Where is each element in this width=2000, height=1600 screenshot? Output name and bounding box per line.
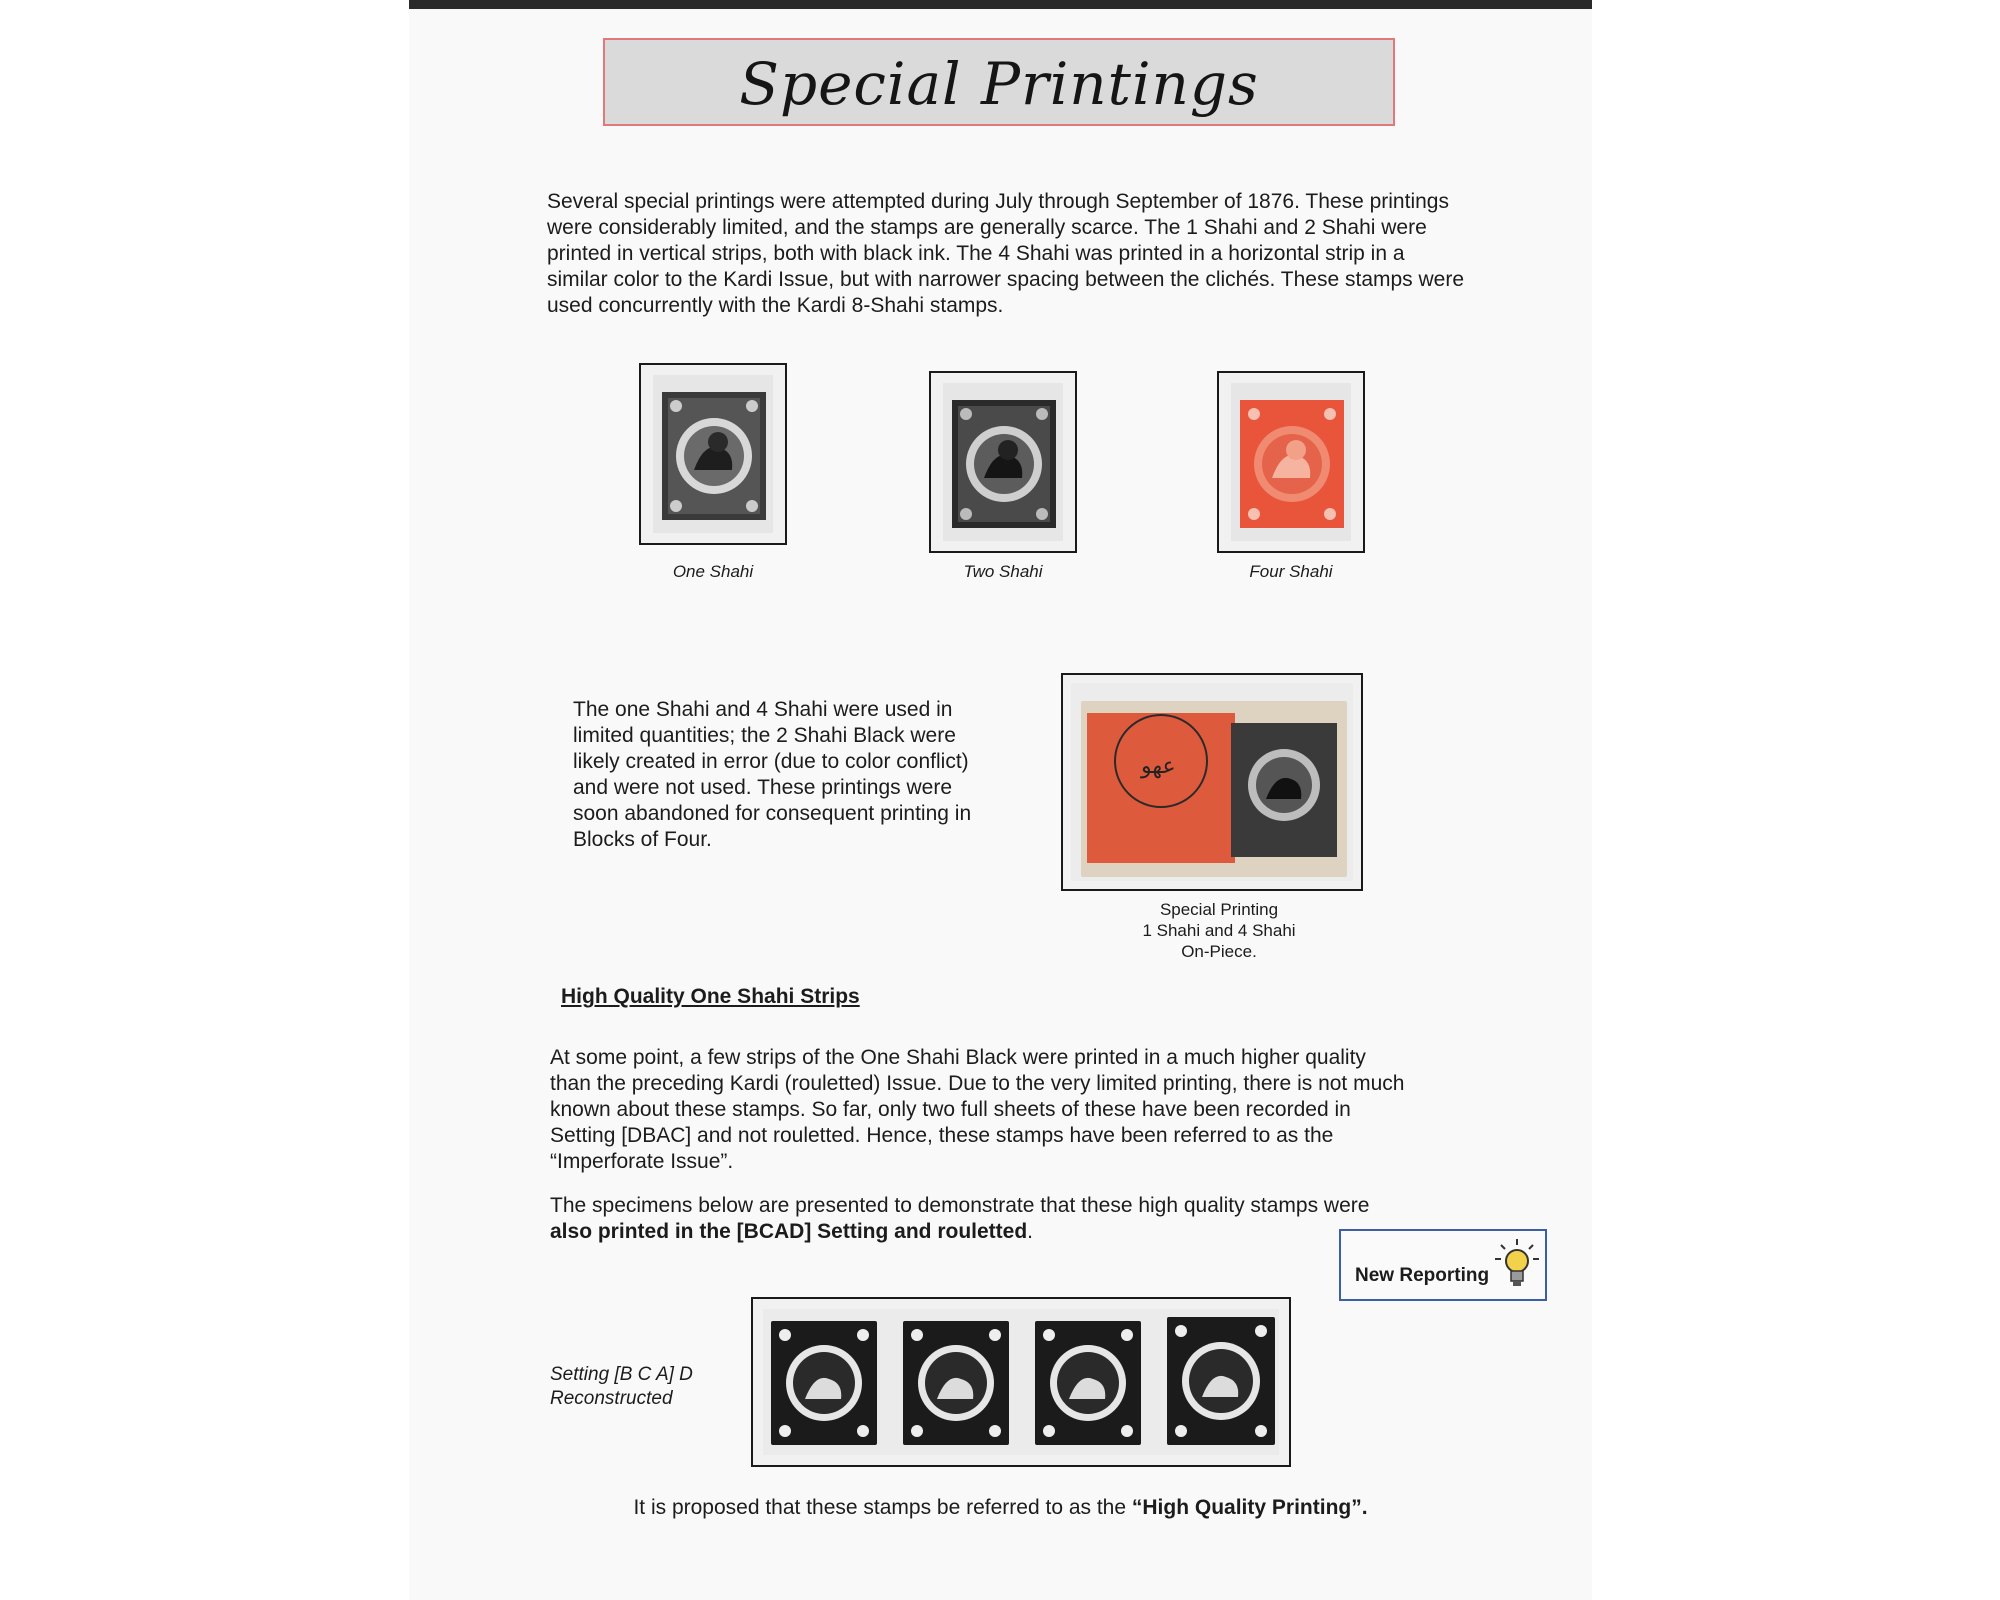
stamp-image-four-shahi [1238, 398, 1346, 530]
closing-text: It is proposed that these stamps be referred to as the [633, 1496, 1132, 1519]
on-piece-cover-image [1081, 701, 1347, 877]
title-banner [603, 38, 1395, 126]
stamp-frame-four-shahi [1217, 371, 1365, 553]
stamp-frame-one-shahi [639, 363, 787, 545]
strip-caption-line1: Setting [B C A] D [550, 1364, 693, 1385]
specimens-text-after: . [1027, 1220, 1034, 1243]
on-piece-caption-line2: 1 Shahi and 4 Shahi [1142, 921, 1296, 940]
strip-stamp-2 [903, 1321, 1009, 1445]
album-page [409, 0, 1592, 1600]
strip-stamp-4 [1167, 1317, 1275, 1445]
svg-text:عهو: عهو [1141, 754, 1176, 779]
on-piece-caption-line1: Special Printing [1159, 900, 1279, 919]
strip-stamp-1 [771, 1321, 877, 1445]
closing-bold: “High Quality Printing”. [1131, 1496, 1368, 1519]
closing-line [409, 1496, 1592, 1520]
hq-paragraph: At some point, a few strips of the One Shahi Black were printed in a much higher quality than the preceding Kardi (rouletted) Issue. Due to the very limited printing, there is not much known about these stamps. So far, only two full sheets of these have been recorded in Setting [DBAC] and not rouletted. Hence, these stamps have been referred to as the “Imperforate Issue”. [550, 1046, 1405, 1173]
specimens-text-before: The specimens below are presented to demonstrate that these high quality stamps were [550, 1194, 1370, 1217]
on-piece-caption [1109, 899, 1329, 962]
strip-stamp-3 [1035, 1321, 1141, 1445]
on-piece-caption-line3: On-Piece. [1181, 942, 1257, 961]
caption-two-shahi: Two Shahi [963, 562, 1043, 581]
used-paragraph: The one Shahi and 4 Shahi were used in limited quantities; the 2 Shahi Black were likely created in error (due to color conflict) and were not used. These printings were soon abandoned for consequent printing in Blocks of Four. [573, 698, 972, 851]
caption-four-shahi: Four Shahi [1249, 562, 1333, 581]
strip-caption [550, 1363, 693, 1411]
new-reporting-badge [1339, 1229, 1547, 1301]
specimens-paragraph [550, 1193, 1370, 1245]
stamp-image-two-shahi [950, 398, 1058, 530]
specimens-text-bold: also printed in the [BCAD] Setting and rouletted [550, 1220, 1028, 1243]
strip-caption-line2: Reconstructed [550, 1388, 673, 1409]
on-piece-frame [1061, 673, 1363, 891]
strip-frame [751, 1297, 1291, 1467]
stamp-frame-two-shahi [929, 371, 1077, 553]
caption-one-shahi: One Shahi [672, 562, 754, 581]
stamp-image-one-shahi [660, 390, 768, 522]
new-reporting-label: New Reporting [1355, 1265, 1490, 1286]
section-heading: High Quality One Shahi Strips [561, 985, 860, 1008]
intro-paragraph: Several special printings were attempted during July through September of 1876. These printings were considerably limited, and the stamps are generally scarce. The 1 Shahi and 2 Shahi were printed in vertical strips, both with black ink. The 4 Shahi was printed in a horizontal strip in a similar color to the Kardi Issue, but with narrower spacing between the clichés. These stamps were used concurrently with the Kardi 8-Shahi stamps. [547, 190, 1465, 317]
page-title: Special Printings [739, 50, 1259, 118]
lightbulb-icon [1495, 1239, 1539, 1289]
